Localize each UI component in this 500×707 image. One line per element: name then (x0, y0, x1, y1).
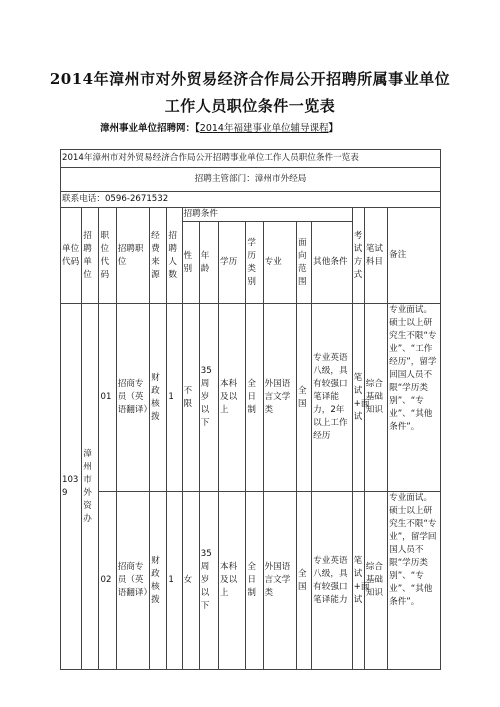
gender-cell: 女 (182, 492, 199, 670)
major-cell: 外国语言文学类 (263, 304, 296, 492)
source-label: 漳州事业单位招聘网： (100, 123, 196, 134)
dept-line: 招聘主管部门：漳州市外经局 (61, 168, 441, 192)
scope-cell: 全国 (296, 492, 311, 670)
age-cell: 35周岁以下 (199, 492, 218, 670)
age-cell: 35周岁以下 (199, 304, 218, 492)
header-scope: 面向范围 (296, 222, 311, 304)
exam-method-cell: 笔试+面试 (352, 304, 364, 492)
edu-type-cell: 全日制 (246, 304, 263, 492)
education-cell: 本科及以上 (218, 492, 245, 670)
major-cell: 外国语言文学类 (263, 492, 296, 670)
unit-code-cell: 1039 (61, 304, 82, 670)
header-unit: 招聘单位 (82, 208, 99, 304)
education-cell: 本科及以上 (218, 304, 245, 492)
unit-name-cell: 漳州市外资办 (82, 304, 99, 670)
table-caption: 2014年漳州市对外贸易经济合作局公开招聘事业单位工作人员职位条件一览表 (61, 150, 441, 168)
header-edu-type: 学历类别 (246, 222, 263, 304)
header-conditions: 招聘条件 (182, 208, 352, 222)
header-education: 学历 (218, 222, 245, 304)
header-pos-code: 职位代码 (99, 208, 116, 304)
header-remarks: 备注 (388, 208, 441, 304)
gender-cell: 不限 (182, 304, 199, 492)
bracket-open: 【 (195, 123, 200, 134)
positions-table (60, 149, 441, 670)
header-count: 招聘人数 (167, 208, 182, 304)
written-subject-cell: 综合基础知识 (364, 304, 387, 492)
course-link[interactable]: 2014年福建事业单位辅导课程 (199, 123, 329, 134)
pos-code-cell: 01 (99, 304, 116, 492)
table-row (61, 492, 441, 670)
document-title-line2: 工作人员职位条件一览表 (164, 97, 336, 115)
remarks-cell: 专业面试。硕士以上研究生不限“专业”、“工作经历”，留学回国人员不限“学历类别”、“专业”、“其他条件”。 (388, 304, 441, 492)
header-major: 专业 (263, 222, 296, 304)
document-title-line1: 2014年漳州市对外贸易经济合作局公开招聘所属事业单位 (49, 70, 451, 88)
written-subject-cell: 综合基础知识 (364, 492, 387, 670)
position-cell: 招商专员（英语翻译） (116, 492, 149, 670)
phone-line: 联系电话：0596-2671532 (61, 192, 441, 208)
header-written-subject: 笔试科目 (364, 208, 387, 304)
header-other: 其他条件 (312, 222, 353, 304)
bracket-close: 】 (328, 123, 338, 134)
source-line (100, 120, 338, 134)
header-exam-method: 考试方式 (352, 208, 364, 304)
scope-cell: 全国 (296, 304, 311, 492)
header-age: 年龄 (199, 222, 218, 304)
header-position: 招聘职位 (116, 208, 149, 304)
header-funding: 经费来源 (150, 208, 167, 304)
other-cell: 专业英语八级，具有较强口笔译能力 (312, 492, 353, 670)
pos-code-cell: 02 (99, 492, 116, 670)
header-unit-code: 单位代码 (61, 208, 82, 304)
position-cell: 招商专员（英语翻译） (116, 304, 149, 492)
table-row (61, 304, 441, 492)
remarks-cell: 专业面试。硕士以上研究生不限“专业”，留学回国人员不限“学历类别”、“专业”、“其他条件”。 (388, 492, 441, 670)
header-gender: 性别 (182, 222, 199, 304)
other-cell: 专业英语八级，具有较强口笔译能力，2年以上工作经历 (312, 304, 353, 492)
funding-cell: 财政核拨 (150, 304, 167, 492)
funding-cell: 财政核拨 (150, 492, 167, 670)
count-cell: 1 (167, 304, 182, 492)
count-cell: 1 (167, 492, 182, 670)
edu-type-cell: 全日制 (246, 492, 263, 670)
exam-method-cell: 笔试+面试 (352, 492, 364, 670)
